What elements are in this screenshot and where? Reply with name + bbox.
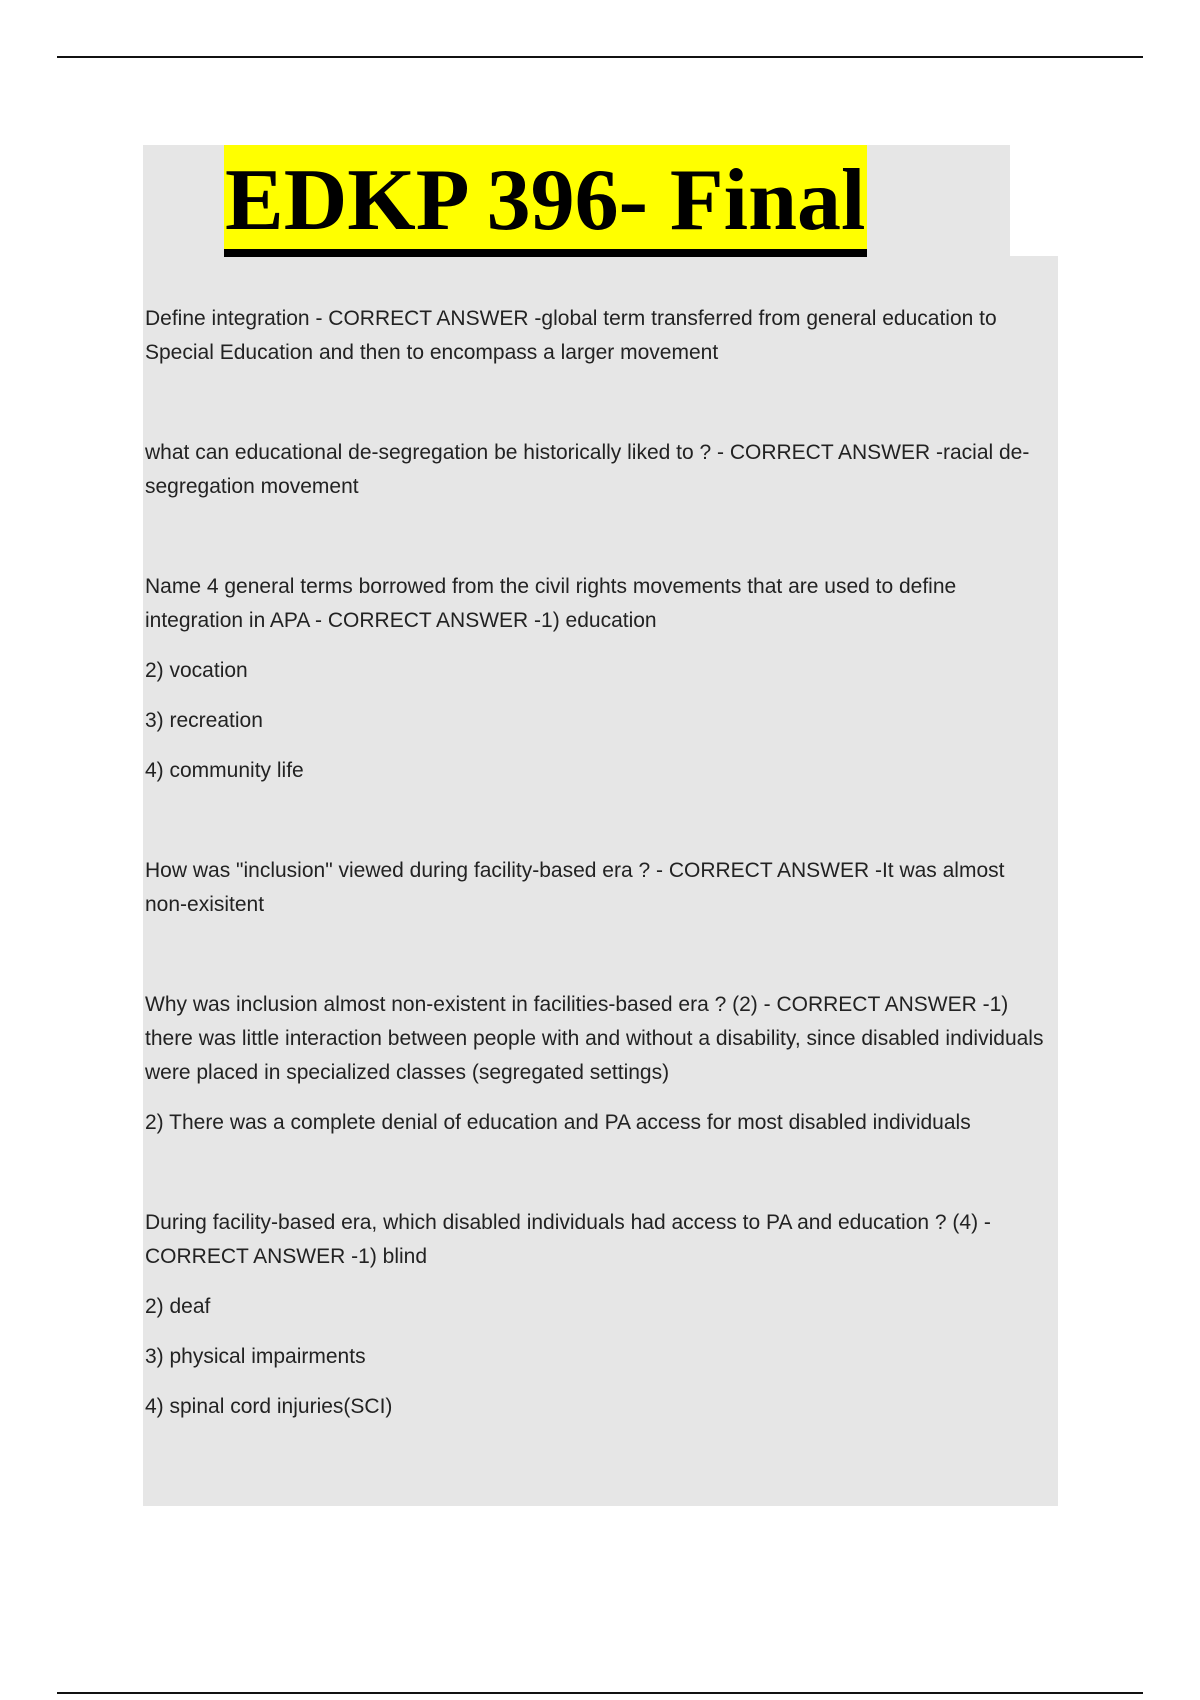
qa-main-text <box>145 1206 1050 1274</box>
qa-main-text <box>145 436 1050 504</box>
correct-answer-marker: CORRECT ANSWER <box>145 1245 352 1268</box>
correct-answer-marker: CORRECT ANSWER <box>668 859 875 882</box>
question-text: How was "inclusion" viewed during facility-based era ? - <box>145 859 669 882</box>
answer-line: 2) There was a complete denial of education and PA access for most disabled individuals <box>145 1111 971 1134</box>
answer-text: -It was almost non-exisitent <box>145 859 1005 916</box>
answer-line: 4) spinal cord injuries(SCI) <box>145 1395 393 1418</box>
qa-item <box>145 1206 1050 1424</box>
answer-line: 2) deaf <box>145 1295 211 1318</box>
qa-item <box>145 988 1050 1140</box>
answer-text: -global term transferred from general education to Special Education and then to encompass a larger movement <box>145 307 997 364</box>
answer-line: 4) community life <box>145 759 304 782</box>
answer-text: -1) there was little interaction between people with and without a disability, since disabled individuals were placed in specialized classes (segregated settings) <box>145 993 1044 1084</box>
question-text: During facility-based era, which disabled individuals had access to PA and education ? (4) - <box>145 1211 991 1234</box>
qa-item <box>145 436 1050 504</box>
question-text: Why was inclusion almost non-existent in facilities-based era ? (2) - <box>145 993 777 1016</box>
qa-content <box>145 302 1050 1490</box>
correct-answer-marker: CORRECT ANSWER <box>776 993 983 1016</box>
answer-line: 2) vocation <box>145 659 248 682</box>
answer-text: -1) education <box>534 609 657 632</box>
qa-main-text <box>145 302 1050 370</box>
qa-main-text <box>145 570 1050 638</box>
correct-answer-marker: CORRECT ANSWER <box>729 441 936 464</box>
qa-item <box>145 302 1050 370</box>
document-title: EDKP 396- Final <box>224 145 867 257</box>
qa-item <box>145 854 1050 922</box>
question-text: what can educational de-segregation be historically liked to ? - <box>145 441 730 464</box>
question-text: Name 4 general terms borrowed from the civil rights movements that are used to define integration in APA - <box>145 575 957 632</box>
correct-answer-marker: CORRECT ANSWER <box>328 307 535 330</box>
answer-text: -racial de-segregation movement <box>145 441 1030 498</box>
answer-text: -1) blind <box>351 1245 428 1268</box>
answer-line: 3) recreation <box>145 709 263 732</box>
qa-main-text <box>145 988 1050 1090</box>
top-rule <box>57 56 1143 58</box>
question-text: Define integration - <box>145 307 329 330</box>
qa-main-text <box>145 854 1050 922</box>
correct-answer-marker: CORRECT ANSWER <box>327 609 535 632</box>
answer-line: 3) physical impairments <box>145 1345 366 1368</box>
bottom-rule <box>57 1692 1143 1694</box>
qa-item <box>145 570 1050 788</box>
